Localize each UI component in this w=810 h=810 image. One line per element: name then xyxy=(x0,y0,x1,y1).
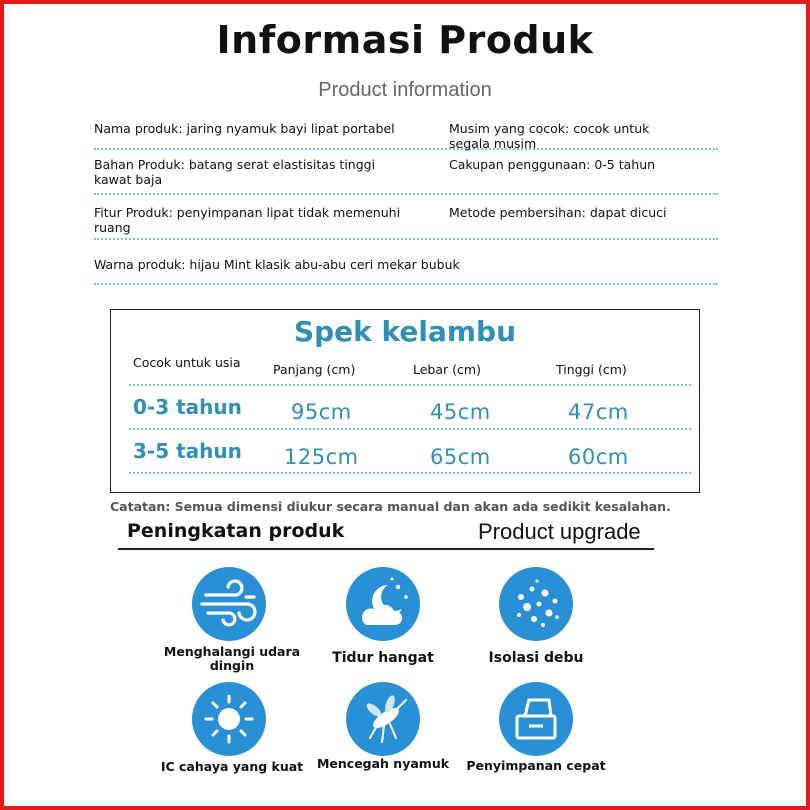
info-color: Warna produk: hijau Mint klasik abu-abu ceri mekar bubuk xyxy=(94,257,460,272)
feature-label: Isolasi debu xyxy=(488,650,584,666)
spec-header-height: Tinggi (cm) xyxy=(556,362,627,377)
feature-label: Mencegah nyamuk xyxy=(316,756,450,771)
divider xyxy=(129,428,691,430)
feature-label: Penyimpanan cepat xyxy=(466,758,606,773)
spec-table xyxy=(110,309,700,493)
sun-icon xyxy=(192,682,266,756)
dust-icon xyxy=(499,567,573,641)
spec-header-length: Panjang (cm) xyxy=(273,362,356,377)
spec-length-row-1: 95cm xyxy=(291,400,352,424)
upgrade-title-local: Peningkatan produk xyxy=(127,520,345,542)
info-row xyxy=(94,157,718,195)
spec-length-row-2: 125cm xyxy=(284,445,359,469)
spec-height-row-1: 47cm xyxy=(568,400,629,424)
spec-note: Catatan: Semua dimensi diukur secara manual dan akan ada sedikit kesalahan. xyxy=(110,499,671,514)
divider xyxy=(129,384,691,386)
spec-header-width: Lebar (cm) xyxy=(413,362,481,377)
feature-label: Tidur hangat xyxy=(332,650,434,666)
info-row xyxy=(94,121,718,150)
mosquito-icon xyxy=(346,682,420,756)
feature-label: IC cahaya yang kuat xyxy=(160,759,304,774)
moon-cloud-icon xyxy=(346,567,420,641)
upgrade-underline xyxy=(118,548,654,550)
info-product-name: Nama produk: jaring nyamuk bayi lipat portabel xyxy=(94,121,395,136)
feature-label: Menghalangi udara dingin xyxy=(163,644,301,673)
info-material: Bahan Produk: batang serat elastisitas tinggi kawat baja xyxy=(94,157,376,187)
info-season: Musim yang cocok: cocok untuk segala musim xyxy=(449,121,650,151)
storage-box-icon xyxy=(499,682,573,756)
spec-title: Spek kelambu xyxy=(293,315,517,348)
spec-header-age: Cocok untuk usia xyxy=(133,355,241,370)
upgrade-title-english: Product upgrade xyxy=(478,519,641,544)
page-title: Informasi Produk xyxy=(216,18,594,62)
spec-age-row-2: 3-5 tahun xyxy=(133,439,242,463)
spec-width-row-1: 45cm xyxy=(430,400,491,424)
info-feature: Fitur Produk: penyimpanan lipat tidak memenuhi ruang xyxy=(94,205,401,235)
page-subtitle: Product information xyxy=(318,79,492,101)
spec-height-row-2: 60cm xyxy=(568,445,629,469)
info-usage-range: Cakupan penggunaan: 0-5 tahun xyxy=(449,157,656,172)
spec-age-row-1: 0-3 tahun xyxy=(133,395,242,419)
info-row xyxy=(94,205,718,240)
wind-icon xyxy=(192,567,266,641)
divider xyxy=(129,472,691,474)
info-row xyxy=(94,257,718,285)
info-cleaning: Metode pembersihan: dapat dicuci xyxy=(449,205,667,220)
spec-width-row-2: 65cm xyxy=(430,445,491,469)
